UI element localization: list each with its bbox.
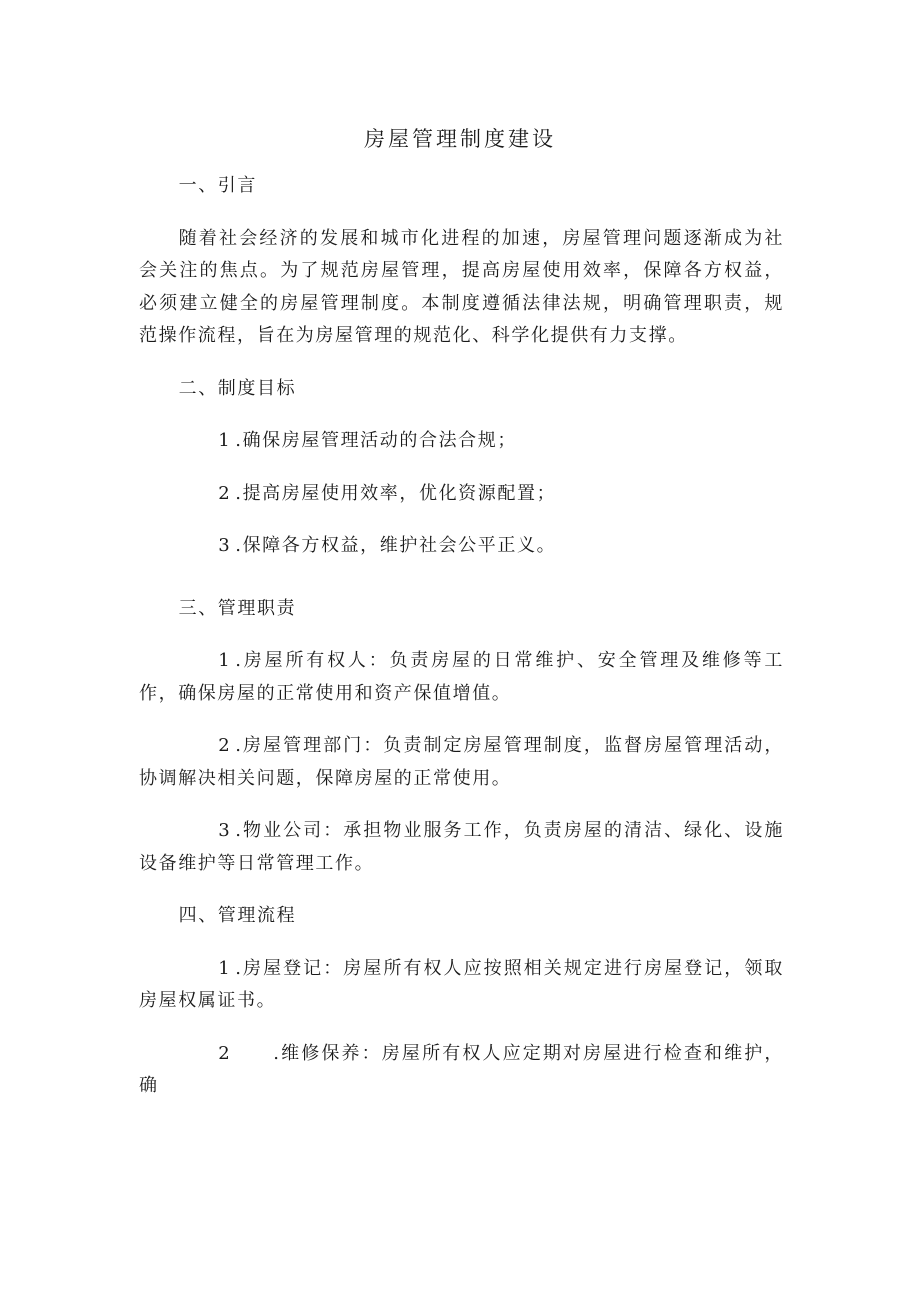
document-body xyxy=(139,170,784,1123)
responsibility-item xyxy=(139,730,784,795)
item-number: 1 xyxy=(218,430,232,451)
item-number: 2 xyxy=(218,735,232,756)
item-number: 1 xyxy=(218,650,232,671)
item-text: .维修保养：房屋所有权人应定期对房屋进行检查和维护，确 xyxy=(139,1042,784,1096)
item-number: 3 xyxy=(218,820,232,841)
item-text: .房屋所有权人：负责房屋的日常维护、安全管理及维修等工作，确保房屋的正常使用和资产保值增值。 xyxy=(139,650,784,704)
goal-item xyxy=(139,478,784,511)
item-text: .提高房屋使用效率，优化资源配置； xyxy=(235,482,557,504)
item-text: .保障各方权益，维护社会公平正义。 xyxy=(235,535,557,556)
process-item xyxy=(139,1038,784,1103)
section-heading-introduction: 一、引言 xyxy=(178,175,257,196)
goal-item xyxy=(139,425,784,458)
introduction-paragraph: 随着社会经济的发展和城市化进程的加速，房屋管理问题逐渐成为社会关注的焦点。为了规范房屋管理，提高房屋使用效率，保障各方权益，必须建立健全的房屋管理制度。本制度遵循法律法规，明确管理职责，规范操作流程，旨在为房屋管理的规范化、科学化提供有力支撑。 xyxy=(139,227,784,346)
section-heading-process: 四、管理流程 xyxy=(178,905,297,926)
document-title: 房屋管理制度建设 xyxy=(364,127,556,151)
item-number: 2 xyxy=(218,482,232,504)
item-text: .房屋管理部门：负责制定房屋管理制度，监督房屋管理活动，协调解决相关问题，保障房屋的正常使用。 xyxy=(139,735,784,789)
item-text: .确保房屋管理活动的合法合规； xyxy=(235,430,517,451)
item-number: 3 xyxy=(218,535,232,556)
item-text: .物业公司：承担物业服务工作，负责房屋的清洁、绿化、设施设备维护等日常管理工作。 xyxy=(139,820,784,874)
item-text: .房屋登记：房屋所有权人应按照相关规定进行房屋登记，领取房屋权属证书。 xyxy=(139,957,784,1011)
section-heading-goals: 二、制度目标 xyxy=(178,377,297,399)
responsibility-item xyxy=(139,815,784,880)
responsibility-item xyxy=(139,645,784,710)
goal-item xyxy=(139,530,784,563)
item-number: 1 xyxy=(218,957,232,979)
process-item xyxy=(139,953,784,1018)
section-heading-responsibilities: 三、管理职责 xyxy=(178,597,297,619)
item-number: 2 xyxy=(218,1042,232,1064)
